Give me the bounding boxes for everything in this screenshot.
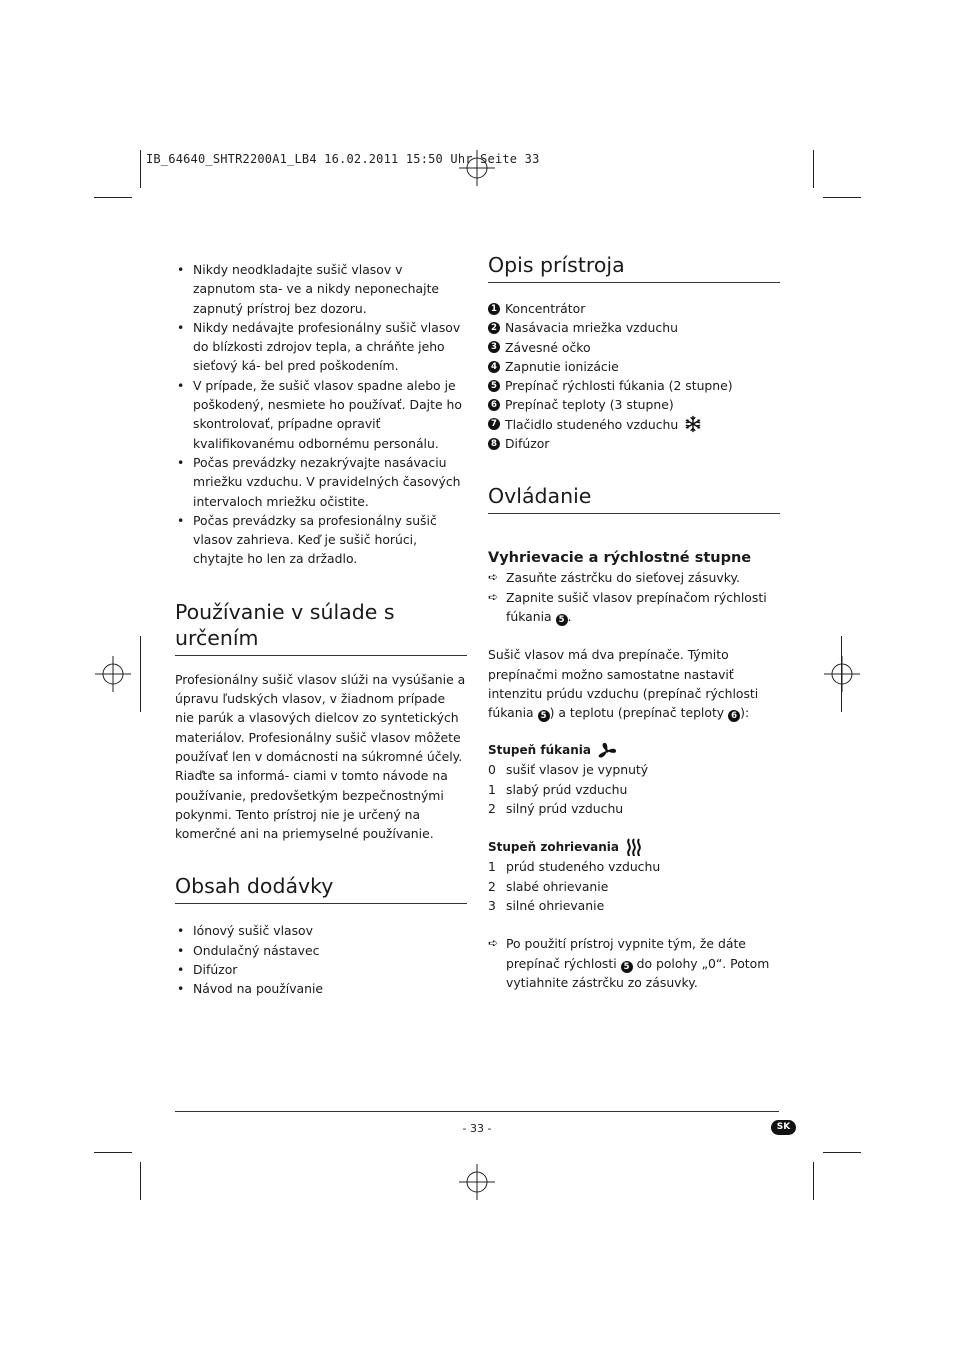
registration-mark-icon [459,1164,495,1200]
list-item: 2 slabé ohrievanie [488,878,609,894]
list-item: ➪ Zapnite sušič vlasov prepínačom rýchlosti fúkania 5 . [488,589,767,625]
description-heading: Opis prístroja [488,252,780,283]
list-item: • Ondulačný nástavec [175,941,467,960]
crop-mark [94,1152,132,1153]
parts-list [488,299,780,453]
arrow-right-icon: ➪ [488,589,499,604]
crop-mark [140,150,141,188]
registration-mark-icon [95,656,131,692]
list-item: 5 Prepínač rýchlosti fúkania (2 stupne) [488,376,780,395]
fan-icon [597,742,617,760]
registration-mark-icon [824,656,860,692]
arrow-right-icon: ➪ [488,936,499,951]
blow-level-list [488,760,780,818]
number-badge: 5 [556,614,568,626]
list-item: • Nikdy nedávajte profesionálny sušič vlasov do blízkosti zdrojov tepla, a chráňte jeho sieťový ká- bel pred poškodením. [175,318,467,376]
operation-heading: Ovládanie [488,483,780,514]
contents-list [175,921,467,998]
list-item: ➪ Zasuňte zástrčku do sieťovej zásuvky. [488,568,780,587]
list-item: 2 silný prúd vzduchu [488,801,624,817]
switches-paragraph: Sušič vlasov má dva prepínače. Týmito prepínačmi možno samostatne nastaviť intenzitu prúdu vzduchu (prepínač rýchlosti fúkania 5 ) a teplotu (prepínač teploty 6 ): [488,647,759,722]
heat-level-heading: Stupeň zohrievania [488,837,780,857]
crop-mark [140,636,141,712]
snowflake-icon [684,415,702,433]
safety-list [175,260,467,569]
list-item: • Nikdy neodkladajte sušič vlasov v zapnutom sta- ve a nikdy neponechajte zapnutý prístroj bez dozoru. [175,260,467,318]
number-badge: 6 [488,399,500,411]
list-item: • Počas prevádzky sa profesionálny sušič vlasov zahrieva. Keď je sušič horúci, chytajte ho len za držadlo. [175,511,467,569]
steps-list [488,568,780,626]
number-badge: 2 [488,322,500,334]
crop-mark [823,1152,861,1153]
contents-heading: Obsah dodávky [175,873,467,904]
list-item: 1 Koncentrátor [488,299,780,318]
number-badge: 5 [538,710,550,722]
number-badge: 5 [621,961,633,973]
crop-mark [813,150,814,188]
list-item: 1 prúd studeného vzduchu [488,859,661,875]
intended-use-text: Profesionálny sušič vlasov slúži na vysúšanie a úpravu ľudských vlasov, v žiadnom prípade nie parúk a vlasových dielcov zo syntetických materiálov. Profesionálny sušič vlasov môžete používať len v domácnosti na súkromné účely. Riaďte sa informá- ciami v tomto návode na používanie, predovšetkým bezpečnostnými pokynmi. Tento prístroj nie je určený na komerčné ani na priemyselné používanie. [175,671,466,842]
number-badge: 5 [488,380,500,392]
list-item: 7 Tlačidlo studeného vzduchu [488,415,780,434]
list-item: 0 sušiť vlasov je vypnutý [488,762,649,778]
list-item: • Návod na používanie [175,979,467,998]
list-item: • Difúzor [175,960,467,979]
number-badge: 6 [728,710,740,722]
crop-mark [140,1162,141,1200]
heat-waves-icon [625,837,643,857]
right-column [488,252,780,992]
list-item: 2 Nasávacia mriežka vzduchu [488,318,780,337]
number-badge: 7 [488,418,500,430]
list-item: 8 Difúzor [488,434,780,453]
footer-divider [175,1111,779,1112]
crop-mark [841,636,842,712]
list-item: 6 Prepínač teploty (3 stupne) [488,395,780,414]
language-badge: SK [771,1120,796,1135]
number-badge: 8 [488,438,500,450]
blow-level-heading: Stupeň fúkania [488,741,780,760]
registration-mark-icon [459,150,495,186]
list-item: • Počas prevádzky nezakrývajte nasávaciu mriežku vzduchu. V pravidelných časových intervaloch mriežku očistite. [175,453,467,511]
list-item: • Iónový sušič vlasov [175,921,467,940]
number-badge: 1 [488,303,500,315]
list-item: 1 slabý prúd vzduchu [488,781,628,797]
page-number: - 33 - [462,1122,492,1135]
print-slug: IB_64640_SHTR2200A1_LB4 16.02.2011 15:50 Uhr Seite 33 [146,152,540,166]
crop-mark [94,197,132,198]
crop-mark [813,1162,814,1200]
final-step-list [488,934,780,992]
number-badge: 3 [488,341,500,353]
list-item: 4 Zapnutie ionizácie [488,357,780,376]
list-item: 3 silné ohrievanie [488,897,605,913]
arrow-right-icon: ➪ [488,570,499,585]
list-item: ➪ Po použití prístroj vypnite tým, že dáte prepínač rýchlosti 5 do polohy „0“. Potom vytiahnite zástrčku zo zásuvky. [488,936,770,990]
list-item: • V prípade, že sušič vlasov spadne alebo je poškodený, nesmiete ho používať. Dajte ho skontrolovať, prípadne opraviť kvalifikovanému odbornému personálu. [175,376,467,453]
left-column [175,260,467,999]
intended-use-heading: Používanie v súlade s určením [175,599,467,656]
list-item: 3 Závesné očko [488,338,780,357]
heating-subheading: Vyhrievacie a rýchlostné stupne [488,550,752,567]
number-badge: 4 [488,361,500,373]
crop-mark [823,197,861,198]
heat-level-list [488,857,780,915]
